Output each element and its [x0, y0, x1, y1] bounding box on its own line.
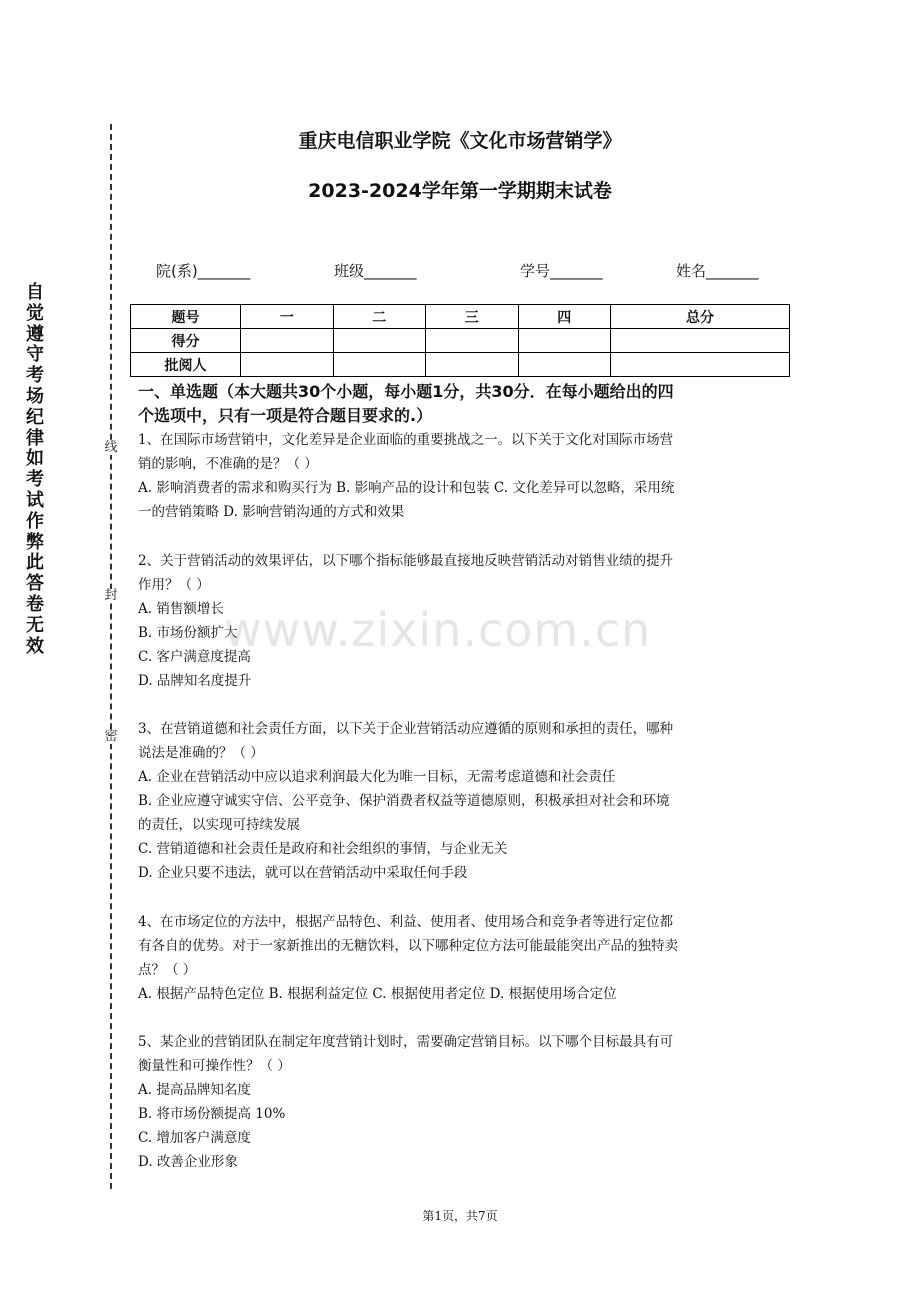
table-header-cell: 一: [241, 305, 334, 329]
question-line: 衡量性和可操作性？（ ）: [138, 1058, 291, 1074]
question-line: 5、某企业的营销团队在制定年度营销计划时，需要确定营销目标。以下哪个目标最具有可: [138, 1034, 674, 1050]
question-1: [138, 428, 788, 524]
section-heading-line: 一、单选题（本大题共30个小题，每小题1分，共30分．在每小题给出的四: [138, 382, 674, 401]
section-heading: [138, 380, 788, 428]
score-cell[interactable]: [518, 329, 611, 353]
name-field[interactable]: 姓名_______: [676, 262, 759, 280]
row-label: 得分: [131, 329, 241, 353]
table-header-cell: 题号: [131, 305, 241, 329]
exam-discipline-notice: 自觉遵守考场纪律如考试作弊此答卷无效: [26, 282, 44, 657]
question-line: 说法是准确的？（ ）: [138, 745, 264, 761]
class-field[interactable]: 班级_______: [334, 262, 417, 280]
question-line: 1、在国际市场营销中，文化差异是企业面临的重要挑战之一。以下关于文化对国际市场营: [138, 432, 674, 448]
question-line: 2、关于营销活动的效果评估，以下哪个指标能够最直接地反映营销活动对销售业绩的提升: [138, 553, 674, 569]
question-line: 有各自的优势。对于一家新推出的无糖饮料，以下哪种定位方法可能最能突出产品的独特卖: [138, 938, 678, 954]
row-label: 批阅人: [131, 353, 241, 377]
department-field[interactable]: 院(系)_______: [156, 262, 251, 280]
option-line: C. 客户满意度提高: [138, 649, 251, 665]
watermark: www.zixin.com.cn: [224, 603, 652, 657]
score-cell[interactable]: [426, 329, 519, 353]
table-header-cell: 三: [426, 305, 519, 329]
grader-row: [131, 353, 790, 377]
grader-cell[interactable]: [426, 353, 519, 377]
grader-cell[interactable]: [518, 353, 611, 377]
option-line: B. 市场份额扩大: [138, 625, 238, 641]
table-header-cell: 总分: [611, 305, 790, 329]
option-line: A. 企业在营销活动中应以追求利润最大化为唯一目标，无需考虑道德和社会责任: [138, 769, 616, 785]
option-line: A. 提高品牌知名度: [138, 1082, 251, 1098]
question-line: 3、在营销道德和社会责任方面，以下关于企业营销活动应遵循的原则和承担的责任，哪种: [138, 721, 674, 737]
option-line: C. 增加客户满意度: [138, 1130, 251, 1146]
question-line: 4、在市场定位的方法中，根据产品特色、利益、使用者、使用场合和竞争者等进行定位都: [138, 914, 674, 930]
binding-mark-xian: 线: [104, 440, 118, 455]
binding-mark-mi: 密: [104, 729, 118, 744]
option-line: C. 营销道德和社会责任是政府和社会组织的事情，与企业无关: [138, 841, 508, 857]
question-line: 点？（ ）: [138, 962, 197, 978]
page-footer: 第1页，共7页: [422, 1209, 498, 1223]
score-cell[interactable]: [241, 329, 334, 353]
question-line: 销的影响，不准确的是？（ ）: [138, 456, 318, 472]
score-table: [130, 304, 790, 377]
option-line: D. 改善企业形象: [138, 1154, 238, 1170]
option-line: A. 销售额增长: [138, 601, 224, 617]
question-5: [138, 1030, 788, 1174]
binding-mark-feng: 封: [104, 588, 118, 603]
table-header-cell: 二: [333, 305, 426, 329]
option-line: A. 根据产品特色定位 B. 根据利益定位 C. 根据使用者定位 D. 根据使用场合定位: [138, 986, 617, 1002]
score-table-header-row: [131, 305, 790, 329]
score-cell[interactable]: [611, 329, 790, 353]
option-line: B. 将市场份额提高 10%: [138, 1106, 286, 1122]
exam-subtitle: 2023-2024学年第一学期期末试卷: [308, 180, 612, 202]
question-line: 作用？（ ）: [138, 577, 210, 593]
score-cell[interactable]: [333, 329, 426, 353]
question-4: [138, 910, 788, 1006]
option-line: D. 品牌知名度提升: [138, 673, 252, 689]
option-line: A. 影响消费者的需求和购买行为 B. 影响产品的设计和包装 C. 文化差异可以忽略，采用统: [138, 480, 675, 496]
option-line: 一的营销策略 D. 影响营销沟通的方式和效果: [138, 504, 405, 520]
grader-cell[interactable]: [241, 353, 334, 377]
exam-title: 重庆电信职业学院《文化市场营销学》: [298, 130, 622, 152]
table-header-cell: 四: [518, 305, 611, 329]
section-heading-line: 个选项中，只有一项是符合题目要求的.）: [138, 406, 433, 425]
option-line: D. 企业只要不违法，就可以在营销活动中采取任何手段: [138, 865, 468, 881]
student-id-field[interactable]: 学号_______: [520, 262, 603, 280]
binding-dashed-line: [110, 124, 112, 1189]
question-3: [138, 717, 788, 885]
grader-cell[interactable]: [333, 353, 426, 377]
option-line: 的责任，以实现可持续发展: [138, 817, 300, 833]
score-row: [131, 329, 790, 353]
grader-cell[interactable]: [611, 353, 790, 377]
option-line: B. 企业应遵守诚实守信、公平竞争、保护消费者权益等道德原则，积极承担对社会和环境: [138, 793, 670, 809]
